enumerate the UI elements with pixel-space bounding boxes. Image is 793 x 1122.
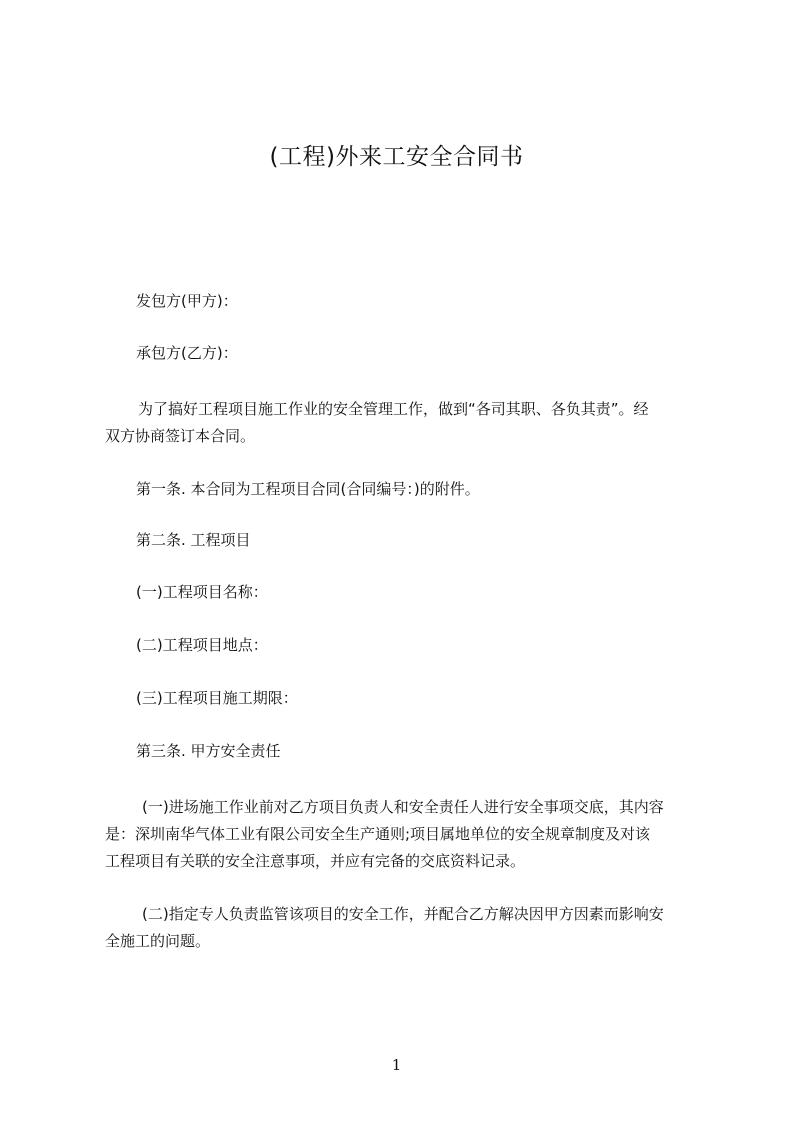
duty-1-line-2: 是：深圳南华气体工业有限公司安全生产通则;项目属地单位的安全规章制度及对该 (105, 825, 651, 843)
intro-line-2: 双方协商签订本合同。 (105, 427, 256, 445)
article-1: 第一条. 本合同为工程项目合同(合同编号：)的附件。 (136, 480, 480, 498)
duty-1-line-3: 工程项目有关联的安全注意事项，并应有完备的交底资料记录。 (105, 852, 526, 870)
document-title: (工程)外来工安全合同书 (269, 144, 524, 170)
duty-2-line-1: (二)指定专人负责监管该项目的安全工作，并配合乙方解决因甲方因素而影响安 (142, 905, 664, 923)
project-period-line: (三)工程项目施工期限： (136, 689, 298, 707)
duty-2-paragraph (105, 901, 715, 955)
intro-line-1: 为了搞好工程项目施工作业的安全管理工作，做到“各司其职、各负其责”。经 (138, 400, 649, 418)
party-a-line: 发包方(甲方)： (136, 292, 238, 310)
intro-paragraph (105, 396, 715, 450)
duty-1-line-1: (一)进场施工作业前对乙方项目负责人和安全责任人进行安全事项交底，其内容 (142, 798, 664, 816)
project-name-line: (一)工程项目名称： (136, 583, 268, 601)
duty-2-line-2: 全施工的问题。 (105, 932, 211, 950)
article-2-heading: 第二条. 工程项目 (136, 531, 251, 549)
article-3-heading: 第三条. 甲方安全责任 (136, 742, 281, 760)
duty-1-paragraph (105, 794, 715, 875)
page-number: 1 (391, 1056, 402, 1074)
party-b-line: 承包方(乙方)： (136, 344, 238, 362)
project-location-line: (二)工程项目地点： (136, 636, 268, 654)
